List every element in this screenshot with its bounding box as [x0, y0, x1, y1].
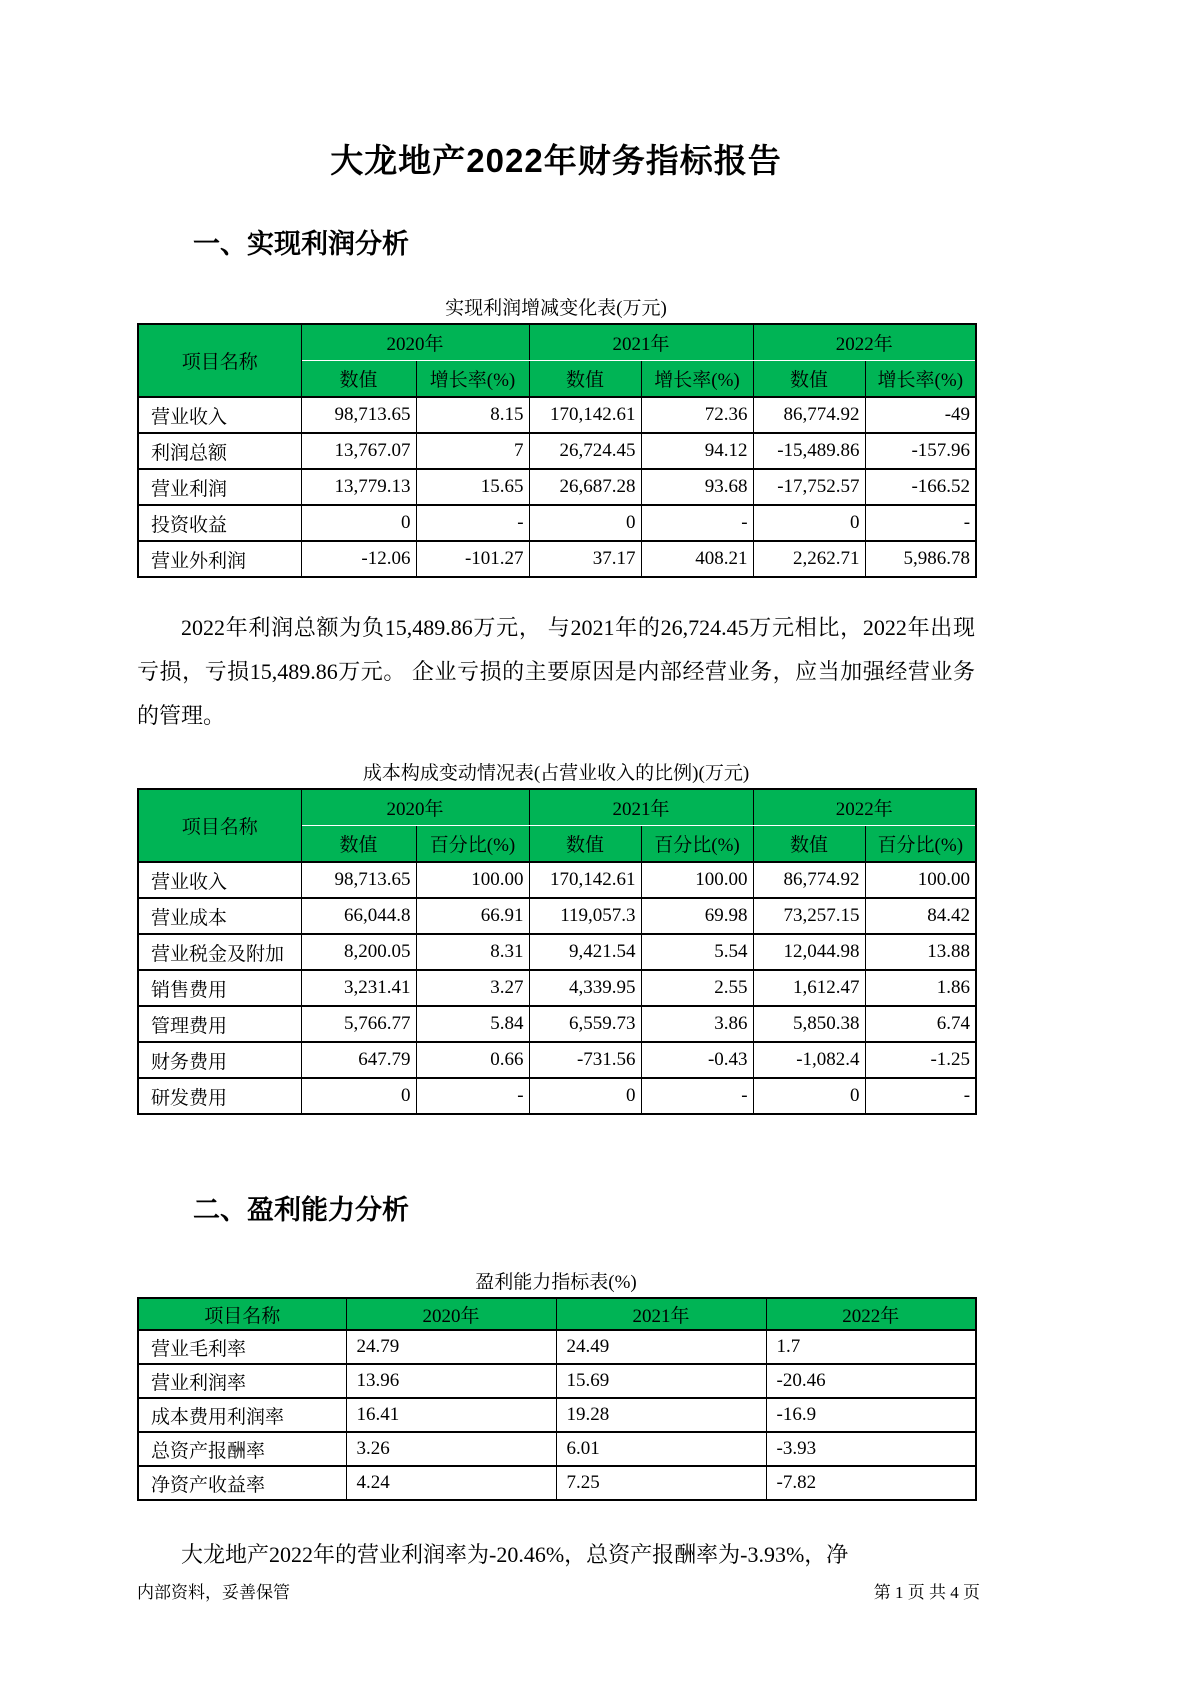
table-header-row	[138, 1298, 976, 1330]
table-row	[138, 1078, 976, 1114]
row-label: 利润总额	[138, 433, 301, 469]
cell-value: 1.7	[766, 1330, 976, 1364]
cell-value: 24.49	[556, 1330, 766, 1364]
footer-confidential-note: 内部资料，妥善保管	[137, 1583, 290, 1602]
cell-value: 1.86	[865, 970, 976, 1006]
cell-value: -1,082.4	[753, 1042, 865, 1078]
cell-value: 0	[753, 505, 865, 541]
column-subheader-growth: 增长率(%)	[641, 361, 753, 398]
cell-value: -16.9	[766, 1398, 976, 1432]
cell-value: 5.54	[641, 934, 753, 970]
table-row	[138, 397, 976, 433]
page-title: 大龙地产2022年财务指标报告	[330, 142, 782, 179]
cell-value: 3.86	[641, 1006, 753, 1042]
cell-value: -17,752.57	[753, 469, 865, 505]
column-header-year-2022: 2022年	[766, 1298, 976, 1330]
cell-value: 86,774.92	[753, 397, 865, 433]
cost-table-caption: 成本构成变动情况表(占营业收入的比例)(万元)	[362, 763, 750, 784]
cell-value: -7.82	[766, 1466, 976, 1500]
column-header-year-2022: 2022年	[753, 789, 976, 826]
cell-value: 13.96	[346, 1364, 556, 1398]
cell-value: 2.55	[641, 970, 753, 1006]
cell-value: 0	[529, 505, 641, 541]
cell-value: 13,767.07	[301, 433, 416, 469]
cell-value: 8,200.05	[301, 934, 416, 970]
cell-value: 8.15	[416, 397, 529, 433]
cell-value: -	[641, 505, 753, 541]
row-label: 营业税金及附加	[138, 934, 301, 970]
table-row	[138, 934, 976, 970]
table-row	[138, 469, 976, 505]
report-page	[137, 0, 975, 1577]
cost-table-body	[138, 862, 976, 1114]
column-subheader-percent: 百分比(%)	[416, 826, 529, 863]
column-subheader-value: 数值	[753, 361, 865, 398]
cell-value: 15.69	[556, 1364, 766, 1398]
table-row	[138, 1364, 976, 1398]
cell-value: 37.17	[529, 541, 641, 577]
table-row	[138, 505, 976, 541]
footer-page-number: 第 1 页 共 4 页	[873, 1583, 980, 1602]
cell-value: 93.68	[641, 469, 753, 505]
cell-value: -166.52	[865, 469, 976, 505]
cell-value: 15.65	[416, 469, 529, 505]
cell-value: 94.12	[641, 433, 753, 469]
cell-value: 73,257.15	[753, 898, 865, 934]
table-row	[138, 541, 976, 577]
cell-value: 0.66	[416, 1042, 529, 1078]
table-row	[138, 862, 976, 898]
cell-value: -	[865, 1078, 976, 1114]
table-header-row-years	[138, 324, 976, 361]
column-header-item-name: 项目名称	[138, 1298, 346, 1330]
table-row	[138, 1432, 976, 1466]
row-label: 成本费用利润率	[138, 1398, 346, 1432]
cell-value: 0	[753, 1078, 865, 1114]
row-label: 总资产报酬率	[138, 1432, 346, 1466]
profitability-indicator-table	[137, 1297, 977, 1501]
cell-value: 72.36	[641, 397, 753, 433]
cell-value: 6,559.73	[529, 1006, 641, 1042]
cell-value: -	[416, 505, 529, 541]
cell-value: 19.28	[556, 1398, 766, 1432]
row-label: 研发费用	[138, 1078, 301, 1114]
cell-value: 647.79	[301, 1042, 416, 1078]
column-subheader-growth: 增长率(%)	[865, 361, 976, 398]
cell-value: 100.00	[416, 862, 529, 898]
table-row	[138, 433, 976, 469]
cell-value: -15,489.86	[753, 433, 865, 469]
table-row	[138, 1006, 976, 1042]
table-row	[138, 898, 976, 934]
cell-value: 4.24	[346, 1466, 556, 1500]
cell-value: 86,774.92	[753, 862, 865, 898]
table-row	[138, 1330, 976, 1364]
cost-structure-table	[137, 788, 977, 1115]
column-header-year-2022: 2022年	[753, 324, 976, 361]
cell-value: 5.84	[416, 1006, 529, 1042]
row-label: 管理费用	[138, 1006, 301, 1042]
cell-value: 16.41	[346, 1398, 556, 1432]
cell-value: 170,142.61	[529, 397, 641, 433]
analysis-paragraph-1: 2022年利润总额为负15,489.86万元， 与2021年的26,724.45万元相比，2022年出现亏损，亏损15,489.86万元。 企业亏损的主要原因是内部经营业务，应当加强经营业务的管理。	[137, 615, 975, 728]
cell-value: 6.01	[556, 1432, 766, 1466]
cell-value: 5,986.78	[865, 541, 976, 577]
cell-value: -	[641, 1078, 753, 1114]
profit-change-table	[137, 323, 977, 578]
cell-value: -0.43	[641, 1042, 753, 1078]
cell-value: 6.74	[865, 1006, 976, 1042]
cell-value: 66,044.8	[301, 898, 416, 934]
cell-value: 8.31	[416, 934, 529, 970]
cell-value: 13,779.13	[301, 469, 416, 505]
analysis-paragraph-2: 大龙地产2022年的营业利润率为-20.46%，总资产报酬率为-3.93%，净	[181, 1542, 849, 1567]
row-label: 投资收益	[138, 505, 301, 541]
cell-value: 100.00	[865, 862, 976, 898]
cell-value: 408.21	[641, 541, 753, 577]
cell-value: 1,612.47	[753, 970, 865, 1006]
row-label: 销售费用	[138, 970, 301, 1006]
cell-value: 13.88	[865, 934, 976, 970]
cell-value: 4,339.95	[529, 970, 641, 1006]
row-label: 营业利润	[138, 469, 301, 505]
cell-value: 0	[301, 505, 416, 541]
cell-value: 69.98	[641, 898, 753, 934]
column-subheader-value: 数值	[529, 361, 641, 398]
cell-value: 66.91	[416, 898, 529, 934]
cell-value: -20.46	[766, 1364, 976, 1398]
cell-value: 12,044.98	[753, 934, 865, 970]
cell-value: 170,142.61	[529, 862, 641, 898]
cell-value: 7.25	[556, 1466, 766, 1500]
cell-value: 5,766.77	[301, 1006, 416, 1042]
cell-value: -3.93	[766, 1432, 976, 1466]
row-label: 营业外利润	[138, 541, 301, 577]
column-header-item-name: 项目名称	[138, 789, 301, 862]
profit-table-caption: 实现利润增减变化表(万元)	[445, 298, 667, 319]
cell-value: 0	[301, 1078, 416, 1114]
table-row	[138, 970, 976, 1006]
row-label: 营业成本	[138, 898, 301, 934]
cell-value: 98,713.65	[301, 862, 416, 898]
cell-value: 98,713.65	[301, 397, 416, 433]
cell-value: -	[865, 505, 976, 541]
row-label: 营业收入	[138, 862, 301, 898]
cell-value: -157.96	[865, 433, 976, 469]
column-subheader-value: 数值	[753, 826, 865, 863]
column-header-year-2020: 2020年	[301, 324, 529, 361]
cell-value: 3.26	[346, 1432, 556, 1466]
table-row	[138, 1042, 976, 1078]
column-header-year-2021: 2021年	[529, 324, 753, 361]
column-subheader-value: 数值	[529, 826, 641, 863]
cell-value: 26,687.28	[529, 469, 641, 505]
column-subheader-growth: 增长率(%)	[416, 361, 529, 398]
cell-value: 26,724.45	[529, 433, 641, 469]
cell-value: 2,262.71	[753, 541, 865, 577]
section-heading-profitability-analysis: 二、盈利能力分析	[193, 1195, 409, 1225]
row-label: 财务费用	[138, 1042, 301, 1078]
row-label: 营业收入	[138, 397, 301, 433]
page-footer	[137, 1578, 980, 1603]
profit-table-body	[138, 397, 976, 577]
row-label: 营业利润率	[138, 1364, 346, 1398]
column-subheader-value: 数值	[301, 826, 416, 863]
cell-value: -12.06	[301, 541, 416, 577]
cell-value: -	[416, 1078, 529, 1114]
row-label: 营业毛利率	[138, 1330, 346, 1364]
cell-value: 100.00	[641, 862, 753, 898]
column-header-year-2020: 2020年	[301, 789, 529, 826]
column-header-item-name: 项目名称	[138, 324, 301, 397]
profitability-table-caption: 盈利能力指标表(%)	[475, 1272, 637, 1293]
cell-value: -731.56	[529, 1042, 641, 1078]
cell-value: 119,057.3	[529, 898, 641, 934]
table-row	[138, 1398, 976, 1432]
table-row	[138, 1466, 976, 1500]
cell-value: -49	[865, 397, 976, 433]
cell-value: -1.25	[865, 1042, 976, 1078]
cell-value: 84.42	[865, 898, 976, 934]
column-header-year-2020: 2020年	[346, 1298, 556, 1330]
column-header-year-2021: 2021年	[556, 1298, 766, 1330]
cell-value: 9,421.54	[529, 934, 641, 970]
cell-value: 0	[529, 1078, 641, 1114]
cell-value: 3,231.41	[301, 970, 416, 1006]
cell-value: 5,850.38	[753, 1006, 865, 1042]
row-label: 净资产收益率	[138, 1466, 346, 1500]
cell-value: 24.79	[346, 1330, 556, 1364]
cell-value: -101.27	[416, 541, 529, 577]
column-subheader-percent: 百分比(%)	[865, 826, 976, 863]
column-header-year-2021: 2021年	[529, 789, 753, 826]
column-subheader-value: 数值	[301, 361, 416, 398]
table-header-row-years	[138, 789, 976, 826]
column-subheader-percent: 百分比(%)	[641, 826, 753, 863]
section-heading-profit-analysis: 一、实现利润分析	[193, 229, 409, 259]
cell-value: 7	[416, 433, 529, 469]
profitability-table-body	[138, 1330, 976, 1500]
cell-value: 3.27	[416, 970, 529, 1006]
